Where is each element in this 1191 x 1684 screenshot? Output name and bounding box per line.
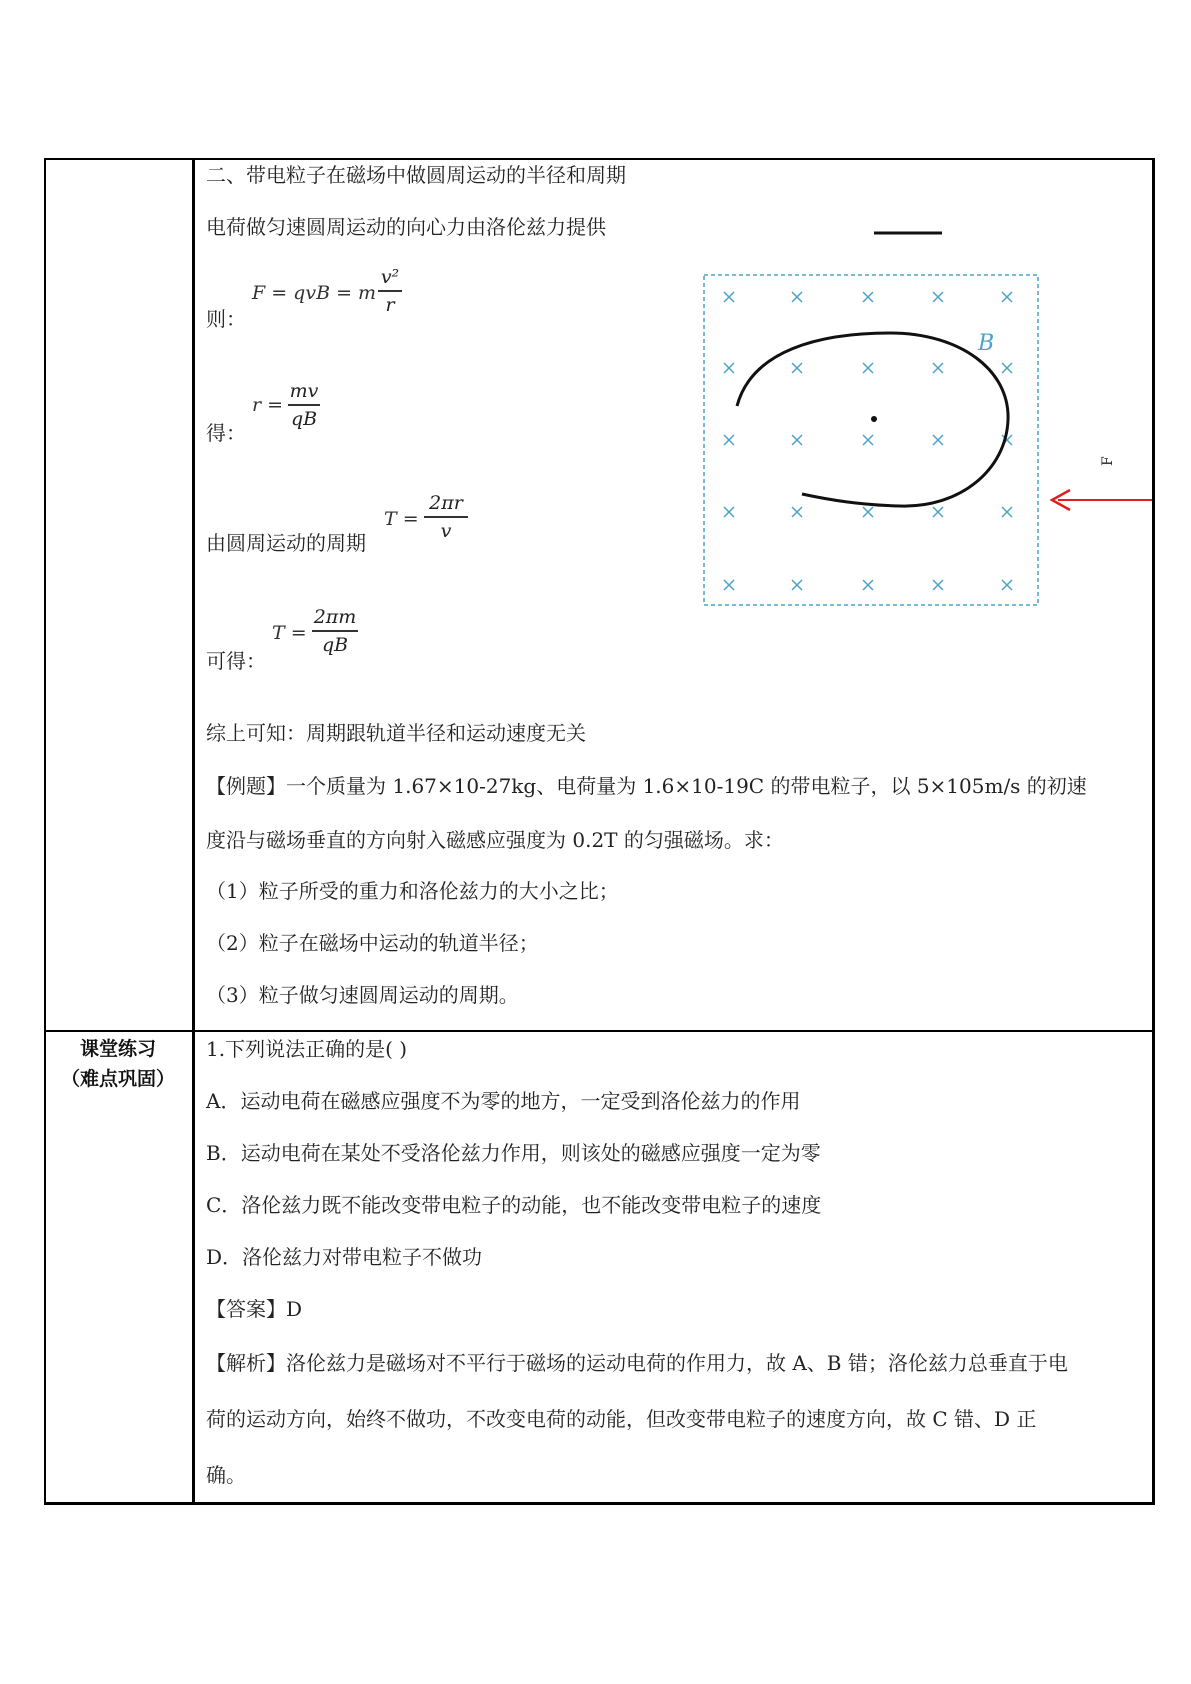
- practice-label: [44, 1034, 192, 1094]
- conclusion-text: 综上可知：周期跟轨道半径和运动速度无关: [206, 721, 586, 745]
- eq4-denominator: qB: [321, 633, 349, 656]
- eq3-bar: [424, 516, 468, 518]
- eq1-denominator: r: [385, 293, 395, 316]
- eq2-left: r =: [252, 394, 284, 416]
- option-c: C．洛伦兹力既不能改变带电粒子的动能，也不能改变带电粒子的速度: [206, 1193, 822, 1217]
- left-border: [44, 158, 46, 1504]
- option-a: A．运动电荷在磁感应强度不为零的地方，一定受到洛伦兹力的作用: [206, 1089, 801, 1113]
- eq4-left: T =: [272, 622, 307, 644]
- eq4-fraction: [312, 606, 358, 656]
- eq3-denominator: v: [440, 519, 452, 542]
- step1-label: 则：: [206, 307, 246, 331]
- eq3-left: T =: [384, 508, 419, 530]
- eq2-bar: [288, 404, 320, 406]
- question-3: （3）粒子做匀速圆周运动的周期。: [206, 983, 519, 1007]
- practice-label-line2: （难点巩固）: [60, 1068, 175, 1090]
- eq2-fraction: [288, 380, 320, 430]
- intro-text: 电荷做匀速圆周运动的向心力由洛伦兹力提供: [206, 215, 606, 239]
- analysis-line-1: 【解析】洛伦兹力是磁场对不平行于磁场的运动电荷的作用力，故 A、B 错；洛伦兹力总垂直于电: [206, 1351, 1068, 1375]
- question-stem: 1.下列说法正确的是( ): [206, 1037, 408, 1061]
- practice-label-line1: 课堂练习: [79, 1038, 156, 1060]
- eq4-numerator: 2πm: [313, 606, 357, 628]
- eq1-numerator: v²: [380, 266, 400, 288]
- step2-label: 得：: [206, 421, 246, 445]
- example-line-2: 度沿与磁场垂直的方向射入磁感应强度为 0.2T 的匀强磁场。求：: [206, 828, 784, 852]
- eq1-fraction: [378, 266, 402, 316]
- analysis-line-2: 荷的运动方向，始终不做功，不改变电荷的动能，但改变带电粒子的速度方向，故 C 错、D 正: [206, 1407, 1037, 1431]
- eq2-denominator: qB: [290, 407, 318, 430]
- example-line-1: 【例题】一个质量为 1.67×10-27kg、电荷量为 1.6×10-19C 的带电粒子，以 5×105m/s 的初速: [206, 774, 1087, 798]
- column-divider: [192, 158, 195, 1504]
- force-label-f: F: [1100, 456, 1116, 466]
- step4-label: 可得：: [206, 649, 266, 673]
- question-1: （1）粒子所受的重力和洛伦兹力的大小之比；: [206, 879, 619, 903]
- right-border: [1152, 158, 1155, 1504]
- row-divider: [44, 1030, 1155, 1032]
- top-border: [44, 158, 1155, 160]
- bottom-border: [44, 1502, 1155, 1505]
- eq3-fraction: [424, 492, 468, 542]
- eq1-left: F = qvB = m: [252, 282, 377, 304]
- answer-text: 【答案】D: [206, 1297, 303, 1321]
- question-2: （2）粒子在磁场中运动的轨道半径；: [206, 931, 539, 955]
- field-label-b: B: [978, 331, 995, 356]
- eq4-bar: [312, 630, 358, 632]
- eq3-numerator: 2πr: [429, 492, 463, 514]
- section-title: 二、带电粒子在磁场中做圆周运动的半径和周期: [206, 163, 626, 187]
- eq1-bar: [378, 290, 402, 292]
- analysis-line-3: 确。: [206, 1463, 246, 1487]
- option-d: D．洛伦兹力对带电粒子不做功: [206, 1245, 483, 1269]
- step3-label: 由圆周运动的周期: [206, 531, 366, 555]
- option-b: B．运动电荷在某处不受洛伦兹力作用，则该处的磁感应强度一定为零: [206, 1141, 821, 1165]
- eq2-numerator: mv: [289, 380, 319, 402]
